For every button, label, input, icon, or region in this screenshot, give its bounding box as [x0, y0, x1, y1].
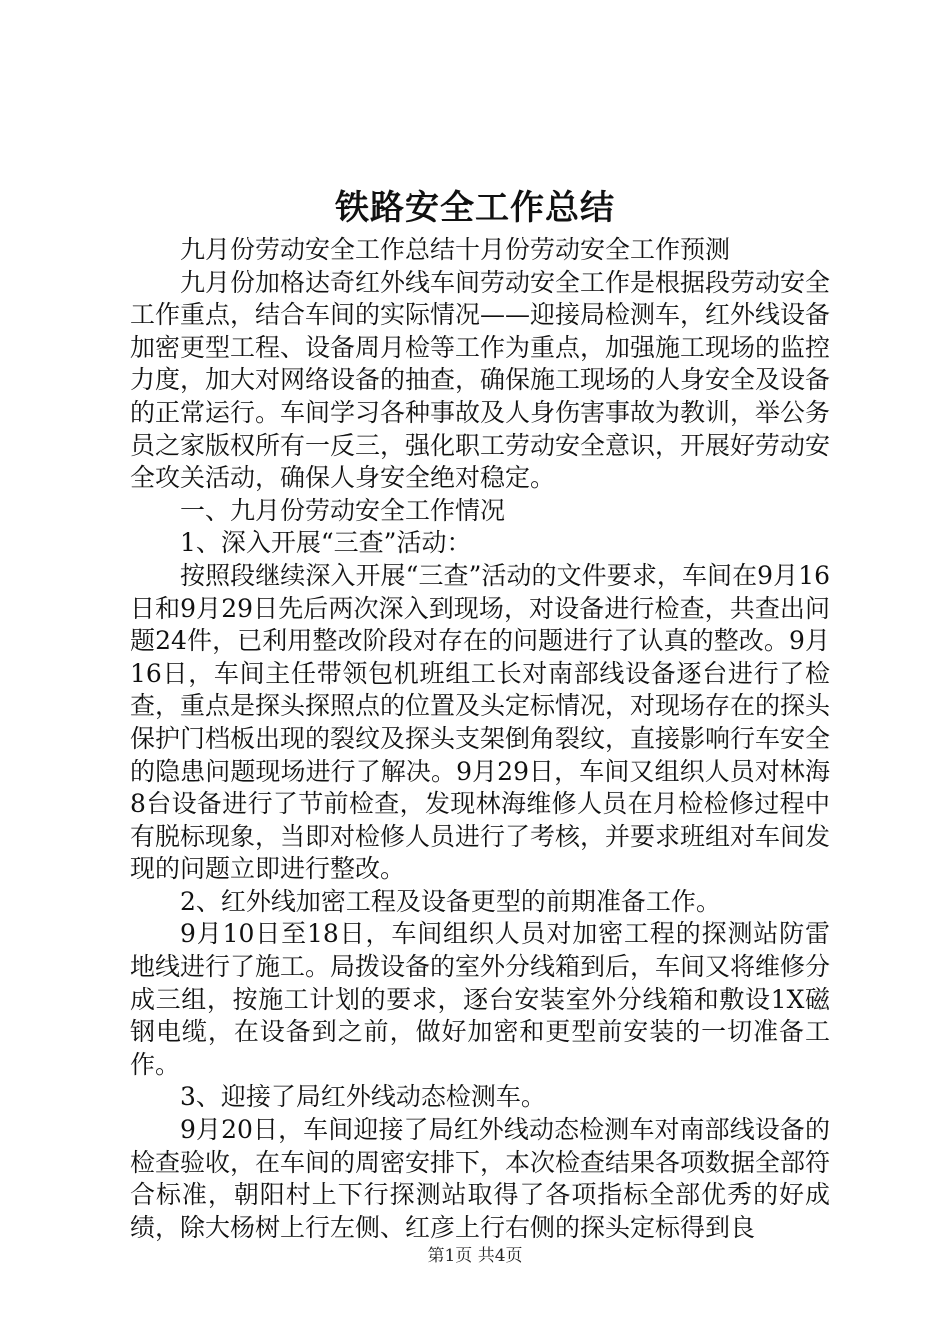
document-body	[130, 234, 830, 1244]
paragraph-preparation: 9月10日至18日，车间组织人员对加密工程的探测站防雷地线进行了施工。局拨设备的室外分线箱到后，车间又将维修分成三组，按施工计划的要求，逐台安装室外分线箱和敷设1X磁钢电缆，在设备到之前，做好加密和更型前安装的一切准备工作。	[130, 919, 831, 1079]
paragraph-intro: 九月份加格达奇红外线车间劳动安全工作是根据段劳动安全工作重点，结合车间的实际情况——迎接局检测车，红外线设备加密更型工程、设备周月检等工作为重点，加强施工现场的监控力度，加大对网络设备的抽查，确保施工现场的人身安全及设备的正常运行。车间学习各种事故及人身伤害事故为教训，举公务员之家版权所有一反三，强化职工劳动安全意识，开展好劳动安全攻关活动，确保人身安全绝对稳定。	[130, 267, 831, 493]
section-heading-1: 一、九月份劳动安全工作情况	[180, 495, 506, 525]
subsection-heading-1: 1、深入开展“三查”活动：	[180, 528, 472, 558]
paragraph-detection-car: 9月20日，车间迎接了局红外线动态检测车对南部线设备的检查验收，在车间的周密安排下，本次检查结果各项数据全部符合标准，朝阳村上下行探测站取得了各项指标全部优秀的好成绩，除大杨树上行左侧、红彦上行右侧的探头定标得到良	[130, 1115, 831, 1242]
subsection-heading-3: 3、迎接了局红外线动态检测车。	[180, 1082, 546, 1112]
paragraph-subtitle: 九月份劳动安全工作总结十月份劳动安全工作预测	[180, 235, 731, 264]
page-number-footer: 第1页 共4页	[427, 1246, 523, 1266]
paragraph-inspection: 按照段继续深入开展“三查”活动的文件要求，车间在9月16日和9月29日先后两次深入到现场，对设备进行检查，共查出问题24件，已利用整改阶段对存在的问题进行了认真的整改。9月16日，车间主任带领包机班组工长对南部线设备逐台进行了检查，重点是探头探照点的位置及头定标情况，对现场存在的探头保护门档板出现的裂纹及探头支架倒角裂纹，直接影响行车安全的隐患问题现场进行了解决。9月29日，车间又组织人员对林海8台设备进行了节前检查，发现林海维修人员在月检检修过程中有脱标现象，当即对检修人员进行了考核，并要求班组对车间发现的问题立即进行整改。	[130, 560, 831, 884]
document-title: 铁路安全工作总结	[335, 188, 615, 228]
subsection-heading-2: 2、红外线加密工程及设备更型的前期准备工作。	[180, 886, 721, 916]
